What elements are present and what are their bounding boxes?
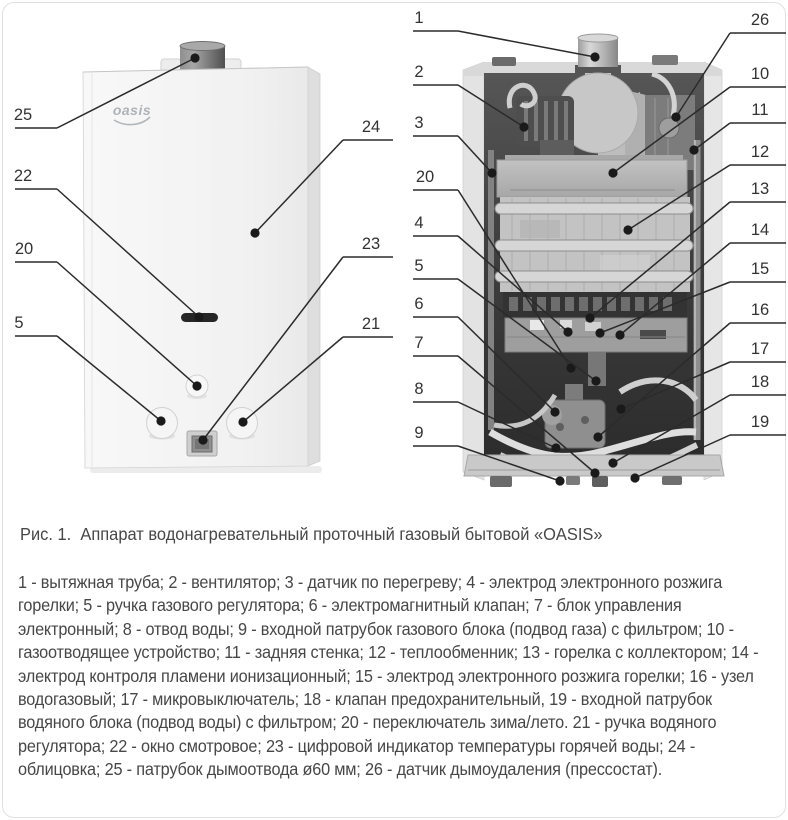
callout-number: 13 (750, 180, 770, 198)
case-wall-right (704, 62, 722, 480)
callout-dot (250, 228, 259, 237)
callout-number: 20 (14, 240, 34, 258)
callout-dot (630, 473, 639, 482)
cabinet-side-panel (308, 67, 320, 466)
callout-dot (487, 168, 496, 177)
callout-number: 8 (414, 380, 424, 398)
callout-number: 1 (414, 9, 424, 27)
external-heater-view (83, 42, 322, 474)
callout-number: 21 (361, 315, 381, 333)
callout-number: 24 (361, 118, 381, 136)
callout-dot (198, 435, 207, 444)
callout-number: 11 (751, 101, 769, 119)
callout-number: 6 (414, 295, 424, 313)
callout-number: 2 (414, 63, 424, 81)
callout-dot (519, 122, 528, 131)
callout-dot (615, 330, 624, 339)
callout-dot (563, 327, 572, 336)
cabinet-front-panel (83, 67, 308, 468)
callout-number: 5 (14, 314, 24, 332)
case-wall-left (463, 62, 484, 480)
callout-number: 17 (750, 340, 770, 358)
callout-number: 7 (414, 334, 424, 352)
exchanger-pipe-top (495, 203, 693, 214)
callout-dot (585, 313, 594, 322)
callout-dot (190, 53, 199, 62)
callout-number: 5 (414, 257, 424, 275)
callout-number: 26 (750, 11, 770, 29)
brand-logo: oasis (112, 102, 152, 118)
callout-dot (671, 112, 680, 121)
callout-dot (550, 407, 559, 416)
smoke-hood (497, 160, 687, 197)
callout-dot (156, 416, 165, 425)
figure-legend: 1 - вытяжная труба; 2 - вентилятор; 3 - датчик по перегреву; 4 - электрод электронного розжига горелки; 5 - ручка газового регулятора; 6 - электромагнитный клапан; 7 - блок управления электронный; 8 - отвод воды; 9 - входной патрубок газового блока (подвод газа) с фильтром; 10 - газоотводящее устройство; 11 - задняя стенка; 12 - теплообменник; 13 - горелка с коллектором; 14 - электрод контроля пламени ионизационный; 15 - электрод электронного розжига горелки; 16 - узел водогазовый; 17 - микровыключатель; 18 - клапан предохранительный, 19 - входной патрубок водяного блока (подвод воды) с фильтром; 20 - переключатель зима/лето. 21 - ручка водяного регулятора; 22 - окно смотровое; 23 - цифровой индикатор температуры горячей воды; 24 - облицовка; 25 - патрубок дымоотвода ø60 мм; 26 - датчик дымоудаления (прессостат). (18, 572, 759, 780)
callout-number: 16 (750, 301, 770, 319)
exchanger-pipe-bottom (495, 271, 693, 282)
callout-dot (590, 52, 599, 61)
callout-dot (593, 432, 602, 441)
callout-number: 19 (750, 413, 770, 431)
callout-dot (608, 168, 617, 177)
callout-dot (623, 225, 632, 234)
callout-dot (591, 376, 600, 385)
callout-number: 25 (13, 106, 33, 124)
callout-number: 9 (414, 424, 424, 442)
callout-number: 3 (414, 114, 424, 132)
callout-number: 20 (415, 168, 435, 186)
figure-caption: Рис. 1. Аппарат водонагревательный проточный газовый бытовой «OASIS» (20, 524, 603, 544)
callout-dot (616, 404, 625, 413)
callout-number: 4 (414, 214, 424, 232)
callout-dot (192, 381, 201, 390)
callout-number: 10 (750, 65, 770, 83)
callout-dot (590, 468, 599, 477)
callout-leader (458, 31, 595, 57)
callout-dot (689, 145, 698, 154)
callout-number: 23 (361, 235, 381, 253)
callout-number: 15 (750, 260, 770, 278)
callout-number: 18 (750, 373, 770, 391)
callout-dot (194, 312, 203, 321)
callout-number: 22 (13, 167, 33, 185)
callout-dot (555, 476, 564, 485)
callout-dot (608, 458, 617, 467)
callout-number: 12 (750, 143, 770, 161)
callout-number: 14 (750, 221, 770, 239)
callout-dot (595, 328, 604, 337)
exchanger-pipe-mid (495, 240, 693, 251)
callout-dot (238, 417, 247, 426)
callout-dot (551, 443, 560, 452)
